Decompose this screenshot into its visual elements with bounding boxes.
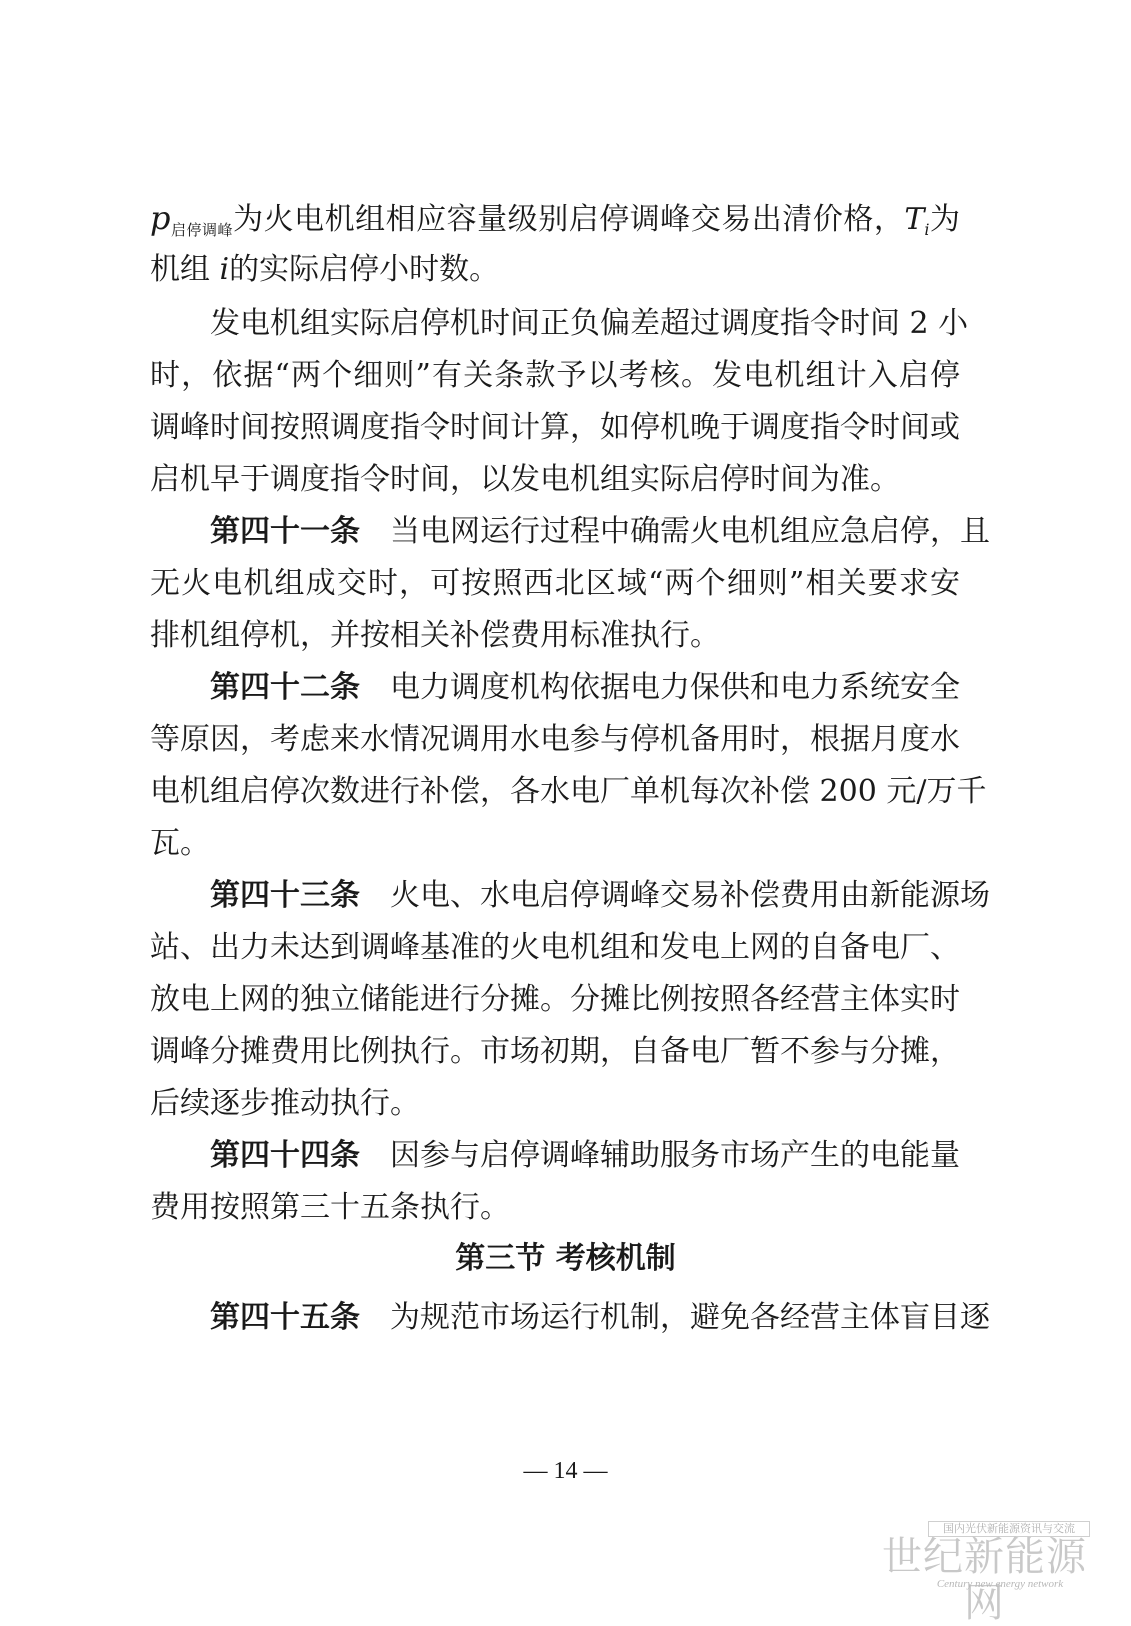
article-42-line-2: 等原因，考虑来水情况调用水电参与停机备用时，根据月度水 <box>150 722 960 757</box>
article-43-line-5: 后续逐步推动执行。 <box>150 1086 420 1121</box>
article-43-line-2: 站、出力未达到调峰基准的火电机组和发电上网的自备电厂、 <box>150 930 960 965</box>
watermark-tagline: 国内光伏新能源资讯与交流 <box>928 1521 1090 1537</box>
article-41-label: 第四十一条 <box>210 514 360 549</box>
watermark-logo: 世纪新能源网 <box>882 1534 1087 1626</box>
formula-line-2 <box>150 250 960 290</box>
article-45-line-1 <box>210 1298 990 1338</box>
article-41-text-1: 当电网运行过程中确需火电机组应急启停，且 <box>390 514 990 549</box>
article-41-line-3: 排机组停机，并按相关补偿费用标准执行。 <box>150 618 720 653</box>
line2-after: 的实际启停小时数。 <box>229 252 500 287</box>
article-42-line-3: 电机组启停次数进行补偿，各水电厂单机每次补偿 200 元/万千 <box>150 774 987 809</box>
article-43-line-4: 调峰分摊费用比例执行。市场初期，自备电厂暂不参与分摊， <box>150 1034 960 1069</box>
article-41-line-1 <box>210 512 990 552</box>
watermark-subtitle: Century new energy network <box>936 1578 1064 1590</box>
para1-line-1: 发电机组实际启停机时间正负偏差超过调度指令时间 2 小 <box>210 306 969 341</box>
article-45-label: 第四十五条 <box>210 1300 360 1335</box>
article-43-line-3: 放电上网的独立储能进行分摊。分摊比例按照各经营主体实时 <box>150 982 960 1017</box>
i-symbol: i <box>219 252 230 287</box>
article-45-text-1: 为规范市场运行机制，避免各经营主体盲目逐 <box>390 1300 990 1335</box>
article-44-label: 第四十四条 <box>210 1138 360 1173</box>
article-42-line-4: 瓦。 <box>150 826 210 861</box>
article-41-line-2: 无火电机组成交时，可按照西北区域“两个细则”相关要求安 <box>150 566 960 601</box>
formula-text-end: 为 <box>929 202 961 237</box>
line2-before: 机组 <box>150 252 220 287</box>
para1-line-2: 时，依据“两个细则”有关条款予以考核。发电机组计入启停 <box>150 358 960 393</box>
article-43-text-1: 火电、水电启停调峰交易补偿费用由新能源场 <box>390 878 990 913</box>
article-44-text-1: 因参与启停调峰辅助服务市场产生的电能量 <box>390 1138 960 1173</box>
formula-text: 为火电机组相应容量级别启停调峰交易出清价格， <box>233 202 905 237</box>
article-44-line-2: 费用按照第三十五条执行。 <box>150 1190 510 1225</box>
para1-line-3: 调峰时间按照调度指令时间计算，如停机晚于调度指令时间或 <box>150 410 960 445</box>
para1-line-4: 启机早于调度指令时间，以发电机组实际启停时间为准。 <box>150 462 900 497</box>
price-subscript: 启停调峰 <box>170 221 234 239</box>
article-42-text-1: 电力调度机构依据电力保供和电力系统安全 <box>390 670 960 705</box>
article-42-line-1 <box>210 668 960 708</box>
price-symbol: $p_{启停调峰}$ <box>150 199 234 239</box>
article-44-line-1 <box>210 1136 960 1176</box>
article-43-line-1 <box>210 876 990 916</box>
article-43-label: 第四十三条 <box>210 878 360 913</box>
t-subscript: i <box>924 220 930 239</box>
article-42-label: 第四十二条 <box>210 670 360 705</box>
t-symbol: $T_i$ <box>904 202 930 239</box>
section-heading: 第三节 考核机制 <box>455 1241 676 1276</box>
formula-line <box>150 198 960 250</box>
page-number: — 14 — <box>523 1458 608 1484</box>
